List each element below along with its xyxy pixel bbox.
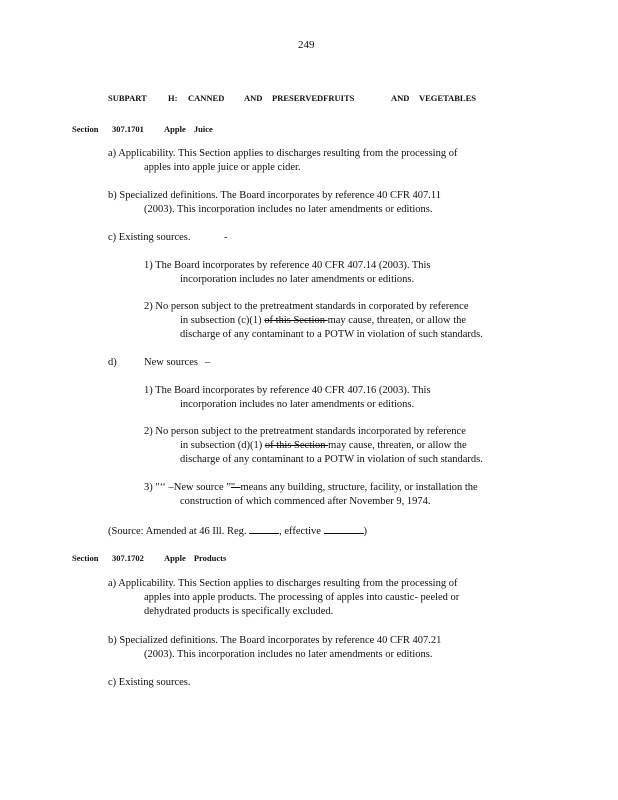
source-note <box>108 523 367 539</box>
para-d2-line1: 2) No person subject to the pretreatment standards incorporated by reference <box>144 426 466 437</box>
para-d2-line3: discharge of any contaminant to a POTW in violation of such standards. <box>180 454 483 465</box>
s2-para-c: c) Existing sources. <box>108 677 191 688</box>
d2-text: may cause, threaten, or allow the <box>328 440 467 451</box>
source-text: (Source: Amended at 46 Ill. Reg. <box>108 526 247 537</box>
d2-text: in subsection (d)(1) <box>180 440 265 451</box>
para-c2-line3: discharge of any contaminant to a POTW in violation of such standards. <box>180 329 483 340</box>
para-a-line1: a) Applicability. This Section applies to discharges resulting from the processing of <box>108 148 458 159</box>
para-c: c) Existing sources. <box>108 232 191 243</box>
s2-para-a-line1: a) Applicability. This Section applies to discharges resulting from the processing of <box>108 578 458 589</box>
page-number: 249 <box>298 39 315 51</box>
d3-text: means any building, structure, facility, or installation the <box>240 482 478 493</box>
d3-text: –New source ” <box>168 482 231 493</box>
para-d1-line2: incorporation includes no later amendments or editions. <box>180 399 415 410</box>
d3-text: 3) "‘‘ <box>144 482 169 493</box>
para-d-dash: – <box>205 357 211 368</box>
s2-para-a-line2: apples into apple products. The processing of apples into caustic- peeled or <box>144 592 460 603</box>
c2-struck-text: of this Section <box>264 315 328 326</box>
reg-blank <box>249 523 279 534</box>
c2-text: in subsection (c)(1) <box>180 315 265 326</box>
section-number: 307.1701 <box>112 124 144 134</box>
section-label: Section <box>72 124 99 134</box>
s2-para-b-line1: b) Specialized definitions. The Board incorporates by reference 40 CFR 407.21 <box>108 635 442 646</box>
para-b-line2: (2003). This incorporation includes no later amendments or editions. <box>144 204 433 215</box>
section-title: Apple Products <box>164 553 227 563</box>
s2-para-b-line2: (2003). This incorporation includes no later amendments or editions. <box>144 649 433 660</box>
para-d1-line1: 1) The Board incorporates by reference 40 CFR 407.16 (2003). This <box>144 385 431 396</box>
para-d2-line2 <box>180 439 467 453</box>
para-c-dash: - <box>224 232 228 243</box>
para-c2-line2 <box>180 314 466 328</box>
d3-struck-text: "– <box>230 482 241 493</box>
para-b-line1: b) Specialized definitions. The Board incorporates by reference 40 CFR 407.11 <box>108 190 441 201</box>
heading-word: CANNED <box>188 93 225 103</box>
date-blank <box>324 523 364 534</box>
para-a-line2: apples into apple juice or apple cider. <box>144 162 301 173</box>
heading-word: AND <box>391 93 410 103</box>
heading-word: H: <box>168 93 178 103</box>
source-text: ) <box>363 526 368 537</box>
section-label: Section <box>72 553 99 563</box>
heading-word: VEGETABLES <box>419 93 477 103</box>
c2-text: may cause, threaten, or allow the <box>327 315 467 326</box>
para-c1-line2: incorporation includes no later amendments or editions. <box>180 274 415 285</box>
d2-struck-text: of this Section <box>264 440 329 451</box>
heading-word: SUBPART <box>108 93 147 103</box>
section-number: 307.1702 <box>112 553 144 563</box>
section-title: Apple Juice <box>164 124 213 134</box>
para-d3-line1 <box>144 481 478 495</box>
para-c1-line1: 1) The Board incorporates by reference 40 CFR 407.14 (2003). This <box>144 260 431 271</box>
heading-word: AND <box>244 93 263 103</box>
para-d3-line2: construction of which commenced after November 9, 1974. <box>180 496 431 507</box>
heading-word: PRESERVEDFRUITS <box>272 93 355 103</box>
source-text: , effective <box>279 526 321 537</box>
para-d-text: New sources <box>144 357 198 368</box>
para-d-label: d) <box>108 357 117 368</box>
para-c2-line1: 2) No person subject to the pretreatment standards in corporated by reference <box>144 301 469 312</box>
s2-para-a-line3: dehydrated products is specifically excluded. <box>144 606 334 617</box>
